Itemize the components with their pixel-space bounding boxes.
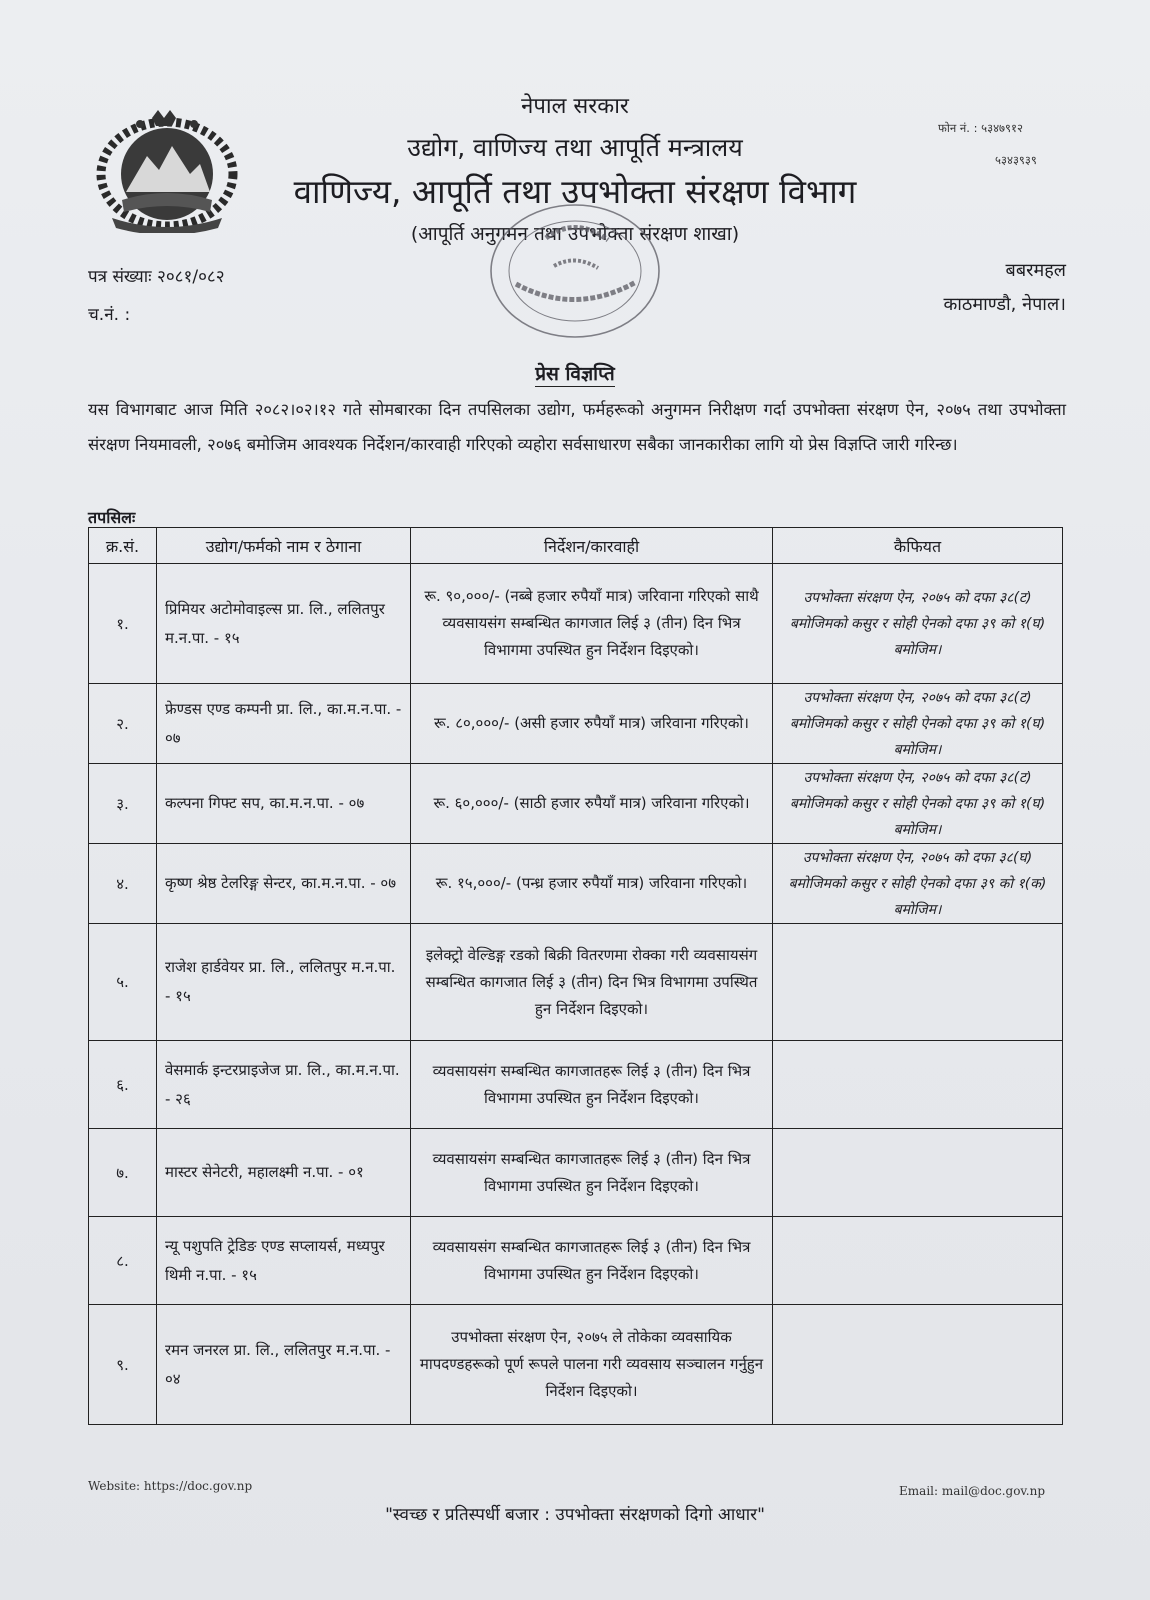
row-action: व्यवसायसंग सम्बन्धित कागजातहरू लिई ३ (तीन) दिन भित्र विभागमा उपस्थित हुन निर्देशन दिइएको।	[411, 1041, 773, 1129]
row-action: उपभोक्ता संरक्षण ऐन, २०७५ ले तोकेका व्यवसायिक मापदण्डहरूको पूर्ण रूपले पालना गरी व्यवसाय सञ्चालन गर्नुहुन निर्देशन दिइएको।	[411, 1305, 773, 1425]
row-sn: ९.	[89, 1305, 157, 1425]
col-header-action: निर्देशन/कारवाही	[411, 528, 773, 564]
row-sn: ६.	[89, 1041, 157, 1129]
press-release-title: प्रेस विज्ञप्ति	[535, 363, 615, 385]
row-remark: उपभोक्ता संरक्षण ऐन, २०७५ को दफा ३८(ट) बमोजिमको कसुर र सोही ऐनको दफा ३९ को १(घ) बमोजिम।	[773, 764, 1063, 844]
table-row	[89, 1129, 1063, 1217]
col-header-name: उद्योग/फर्मको नाम र ठेगाना	[157, 528, 411, 564]
row-remark	[773, 1217, 1063, 1305]
address-line-2: काठमाण्डौ, नेपाल।	[943, 294, 1066, 315]
table-row	[89, 684, 1063, 764]
department-seal-stamp	[486, 196, 664, 346]
row-firm-name: फ्रेण्डस एण्ड कम्पनी प्रा. लि., का.म.न.पा. - ०७	[157, 684, 411, 764]
row-action: रू. ९०,०००/- (नब्बे हजार रुपैयाँ मात्र) जरिवाना गरिएको साथै व्यवसायसंग सम्बन्धित कागजात लिई ३ (तीन) दिन भित्र विभागमा उपस्थित हुन निर्देशन दिइएको।	[411, 564, 773, 684]
row-action: इलेक्ट्रो वेल्डिङ्ग रडको बिक्री वितरणमा रोक्का गरी व्यवसायसंग सम्बन्धित कागजात लिई ३ (तीन) दिन भित्र विभागमा उपस्थित हुन निर्देशन दिइएको।	[411, 924, 773, 1041]
row-remark: उपभोक्ता संरक्षण ऐन, २०७५ को दफा ३८(ट) बमोजिमको कसुर र सोही ऐनको दफा ३९ को १(घ) बमोजिम।	[773, 684, 1063, 764]
ministry-name: उद्योग, वाणिज्य तथा आपूर्ति मन्त्रालय	[407, 133, 743, 162]
row-sn: ५.	[89, 924, 157, 1041]
row-firm-name: मास्टर सेनेटरी, महालक्ष्मी न.पा. - ०१	[157, 1129, 411, 1217]
department-name: वाणिज्य, आपूर्ति तथा उपभोक्ता संरक्षण विभाग	[293, 172, 857, 211]
row-action: रू. १५,०००/- (पन्ध्र हजार रुपैयाँ मात्र) जरिवाना गरिएको।	[411, 844, 773, 924]
table-row	[89, 1305, 1063, 1425]
row-remark	[773, 1305, 1063, 1425]
table-row	[89, 1041, 1063, 1129]
phone-number-1: फोन नं. : ५३४७९१२	[938, 121, 1023, 135]
row-firm-name: वेसमार्क इन्टरप्राइजेज प्रा. लि., का.म.न.पा. - २६	[157, 1041, 411, 1129]
row-remark	[773, 1041, 1063, 1129]
address-line-1: बबरमहल	[1005, 260, 1066, 281]
row-firm-name: न्यू पशुपति ट्रेडिङ एण्ड सप्लायर्स, मध्यपुर थिमी न.पा. - १५	[157, 1217, 411, 1305]
row-remark: उपभोक्ता संरक्षण ऐन, २०७५ को दफा ३८(ट) बमोजिमको कसुर र सोही ऐनको दफा ३९ को १(घ) बमोजिम।	[773, 564, 1063, 684]
table-row	[89, 924, 1063, 1041]
row-firm-name: राजेश हार्डवेयर प्रा. लि., ललितपुर म.न.पा. - १५	[157, 924, 411, 1041]
intro-paragraph: यस विभागबाट आज मिति २०८२।०२।१२ गते सोमबारका दिन तपसिलका उद्योग, फर्महरूको अनुगमन निरीक्षण गर्दा उपभोक्ता संरक्षण ऐन, २०७५ तथा उपभोक्ता संरक्षण नियमावली, २०७६ बमोजिम आवश्यक निर्देशन/कारवाही गरिएको व्यहोरा सर्वसाधारण सबैका जानकारीका लागि यो प्रेस विज्ञप्ति जारी गरिन्छ।	[88, 400, 1066, 454]
row-action: व्यवसायसंग सम्बन्धित कागजातहरू लिई ३ (तीन) दिन भित्र विभागमा उपस्थित हुन निर्देशन दिइएको।	[411, 1217, 773, 1305]
row-remark	[773, 1129, 1063, 1217]
row-remark: उपभोक्ता संरक्षण ऐन, २०७५ को दफा ३८(घ) बमोजिमको कसुर र सोही ऐनको दफा ३९ को १(क) बमोजिम।	[773, 844, 1063, 924]
row-sn: १.	[89, 564, 157, 684]
row-firm-name: कृष्ण श्रेष्ठ टेलरिङ्ग सेन्टर, का.म.न.पा. - ०७	[157, 844, 411, 924]
row-action: व्यवसायसंग सम्बन्धित कागजातहरू लिई ३ (तीन) दिन भित्र विभागमा उपस्थित हुन निर्देशन दिइएको।	[411, 1129, 773, 1217]
table-header-row	[89, 528, 1063, 564]
dispatch-number: च.नं. :	[88, 305, 131, 325]
schedule-label: तपसिलः	[88, 508, 136, 527]
govt-name: नेपाल सरकार	[521, 94, 629, 119]
footer-website: Website: https://doc.gov.np	[88, 1479, 253, 1493]
row-firm-name: रमन जनरल प्रा. लि., ललितपुर म.न.पा. - ०४	[157, 1305, 411, 1425]
phone-number-2: ५३४३९३९	[995, 153, 1037, 167]
inspection-table	[88, 527, 1063, 1425]
col-header-sn: क्र.सं.	[89, 528, 157, 564]
row-sn: ७.	[89, 1129, 157, 1217]
table-row	[89, 764, 1063, 844]
footer-email: Email: mail@doc.gov.np	[899, 1484, 1045, 1498]
col-header-remark: कैफियत	[773, 528, 1063, 564]
table-row	[89, 1217, 1063, 1305]
section-name: (आपूर्ति अनुगमन तथा उपभोक्ता संरक्षण शाखा)	[410, 223, 740, 245]
row-action: रू. ६०,०००/- (साठी हजार रुपैयाँ मात्र) जरिवाना गरिएको।	[411, 764, 773, 844]
table-row	[89, 564, 1063, 684]
row-sn: ३.	[89, 764, 157, 844]
row-sn: २.	[89, 684, 157, 764]
table-row	[89, 844, 1063, 924]
row-firm-name: प्रिमियर अटोमोवाइल्स प्रा. लि., ललितपुर म.न.पा. - १५	[157, 564, 411, 684]
row-sn: ४.	[89, 844, 157, 924]
footer-motto: "स्वच्छ र प्रतिस्पर्धी बजार : उपभोक्ता संरक्षणको दिगो आधार"	[385, 1505, 765, 1525]
row-remark	[773, 924, 1063, 1041]
letter-number: पत्र संख्याः २०८१/०८२	[88, 267, 225, 287]
row-firm-name: कल्पना गिफ्ट सप, का.म.न.पा. - ०७	[157, 764, 411, 844]
row-action: रू. ८०,०००/- (असी हजार रुपैयाँ मात्र) जरिवाना गरिएको।	[411, 684, 773, 764]
row-sn: ८.	[89, 1217, 157, 1305]
